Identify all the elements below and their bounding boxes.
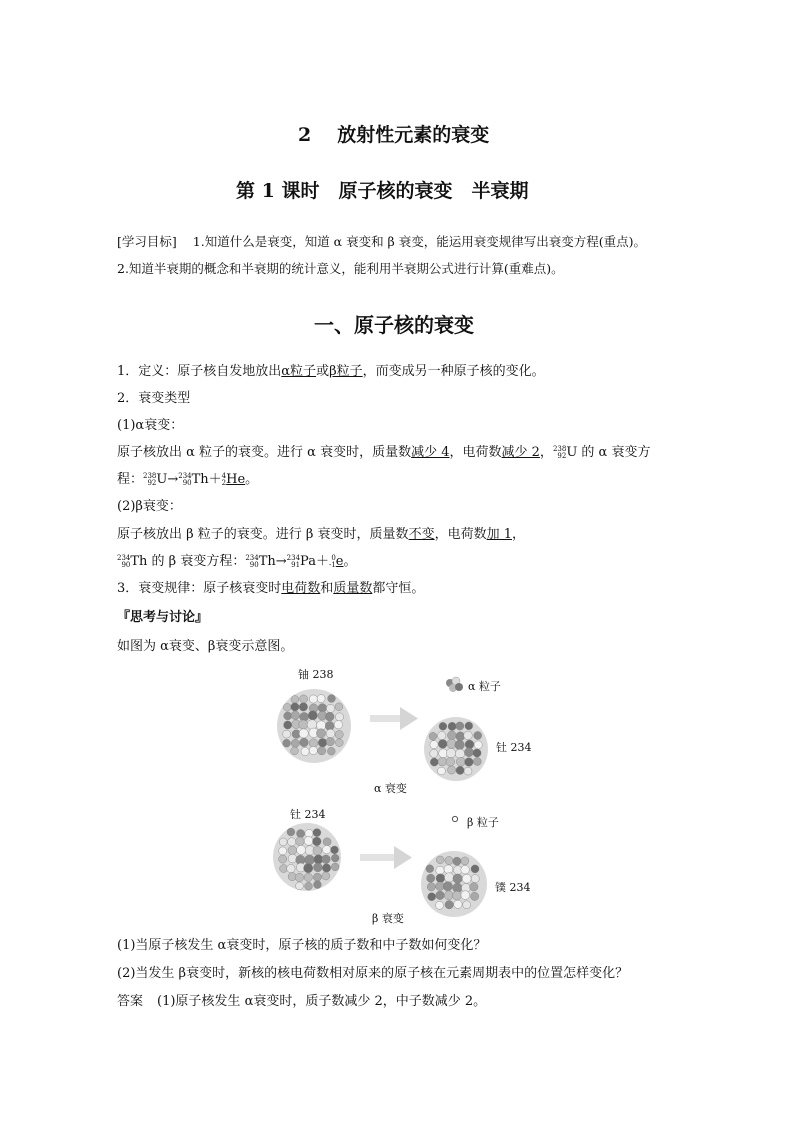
nucleon	[322, 872, 330, 880]
nucleon	[473, 758, 481, 766]
eq-th-symbol: Th＋	[191, 472, 222, 487]
beta-th-atomic-a: 90	[121, 560, 131, 569]
nucleon	[313, 873, 321, 881]
nucleon	[291, 696, 299, 704]
beta-particle-icon	[452, 816, 457, 821]
nucleon	[474, 732, 482, 740]
beta-mass-answer: 不变	[408, 527, 435, 542]
nucleon	[318, 704, 327, 713]
nucleon	[474, 741, 482, 749]
nucleon	[456, 757, 465, 766]
nucleon	[455, 740, 465, 750]
beta-eq-end: 。	[343, 554, 357, 569]
rule-mass-answer: 质量数	[333, 581, 373, 596]
nucleon	[335, 703, 343, 711]
nucleon	[323, 838, 331, 846]
nucleon	[436, 901, 444, 909]
nucleon	[335, 713, 343, 721]
fig1-parent-label: 铀 238	[298, 668, 334, 681]
beta-th-atomic-b: 90	[249, 560, 259, 569]
nucleon	[296, 882, 304, 890]
nucleon	[283, 730, 291, 738]
nucleon	[299, 720, 308, 729]
nucleon	[314, 881, 322, 889]
nucleon	[309, 695, 317, 703]
nucleon	[438, 731, 446, 739]
nucleon	[453, 874, 462, 883]
nucleon	[447, 731, 456, 740]
nucleon	[430, 758, 438, 766]
nucleon	[335, 730, 343, 738]
nucleon	[456, 732, 465, 741]
beta-equation	[117, 554, 357, 570]
nucleon	[454, 900, 462, 908]
nucleon	[318, 747, 326, 755]
nucleon	[299, 729, 308, 738]
nucleon	[463, 901, 471, 909]
answer-label: 答案	[117, 994, 144, 1009]
discussion-heading: 『思考与讨论』	[117, 610, 209, 625]
nucleon	[443, 882, 452, 891]
beta-decay-figure	[270, 804, 531, 928]
nucleon	[313, 863, 322, 872]
nucleon	[296, 837, 305, 846]
objectives-label: [学习目标]	[117, 234, 177, 249]
alpha-desc-c: ，	[539, 445, 553, 460]
alpha-desc-b: ，电荷数	[449, 445, 502, 460]
alpha-decay-figure	[270, 664, 532, 800]
nucleon	[436, 866, 444, 874]
nucleon	[464, 767, 472, 775]
nucleon	[438, 757, 447, 766]
definition-or: 或	[316, 364, 330, 379]
nucleon	[299, 703, 307, 711]
beta-th-mass-b: 234	[245, 553, 259, 562]
nucleon	[436, 891, 445, 900]
rule-a: 3．衰变规律：原子核衰变时	[117, 581, 282, 596]
nucleon	[283, 703, 291, 711]
nucleon	[444, 865, 453, 874]
nucleon	[456, 722, 464, 730]
alpha-decay-desc	[117, 445, 650, 461]
nucleon	[313, 837, 322, 846]
nucleon	[453, 857, 461, 865]
definition-suffix: ，而变成另一种原子核的变化。	[362, 364, 545, 379]
part-heading: 一、原子核的衰变	[314, 313, 474, 337]
nucleon	[291, 711, 300, 720]
electron-answer	[329, 554, 344, 569]
nucleon	[300, 695, 308, 703]
beta-charge-answer: 加 1	[486, 527, 512, 542]
beta-eq-prefix: Th 的 β 衰变方程：	[130, 554, 246, 569]
objectives-line-1	[117, 234, 646, 250]
question-1: (1)当原子核发生 α衰变时，原子核的质子数和中子数如何变化？	[117, 938, 487, 953]
objective-1: 1.知道什么是衰变，知道 α 衰变和 β 衰变，能运用衰变规律写出衰变方程(重点)。	[192, 234, 647, 249]
nucleon	[305, 855, 315, 865]
nucleon	[279, 838, 287, 846]
nucleon	[427, 874, 435, 882]
beta-th-mass-a: 234	[117, 553, 131, 562]
nucleon	[436, 874, 445, 883]
equation-prefix: 程：	[117, 472, 144, 487]
beta-pa-atomic: 91	[291, 560, 301, 569]
nucleon	[439, 722, 447, 730]
answer-1: (1)原子核发生 α衰变时，质子数减少 2，中子数减少 2。	[157, 994, 487, 1009]
nucleon	[313, 846, 322, 855]
decay-arrow	[370, 707, 418, 730]
nucleon	[326, 737, 334, 745]
eq-he-symbol: He	[226, 472, 246, 487]
nucleon	[430, 741, 438, 749]
nucleon	[317, 695, 325, 703]
nucleon	[300, 738, 309, 747]
nucleon	[438, 740, 447, 749]
nucleon	[456, 766, 464, 774]
nucleon	[445, 856, 453, 864]
u-symbol: U	[566, 445, 578, 460]
section-number: 2	[298, 124, 312, 146]
fig2-daughter-label: 镤 234	[495, 881, 531, 894]
rule-charge-answer: 电荷数	[281, 581, 321, 596]
nucleon	[427, 883, 435, 891]
nucleon	[297, 830, 305, 838]
nucleon	[448, 722, 456, 730]
rule-and: 和	[320, 581, 334, 596]
nucleon	[308, 711, 317, 720]
lesson-title: 第 1 课时 原子核的衰变 半衰期	[236, 180, 529, 202]
nucleon	[429, 732, 437, 740]
u-mass-number: 238	[552, 444, 567, 453]
alpha-equation	[117, 472, 258, 488]
nucleon	[309, 746, 317, 754]
thorium-nucleus	[424, 717, 488, 781]
nucleon	[438, 767, 446, 775]
nucleon	[473, 749, 481, 757]
nucleon	[284, 712, 292, 720]
thorium-parent-nucleus	[273, 823, 341, 891]
nucleon	[304, 864, 313, 873]
beta-eq-pa: Pa＋	[300, 554, 329, 569]
decay-rule	[117, 581, 424, 597]
nucleon	[305, 882, 313, 890]
nucleon	[453, 891, 462, 900]
definition-prefix: 1．定义：原子核自发地放出	[117, 364, 282, 379]
nucleon	[446, 748, 455, 757]
nucleon	[470, 883, 478, 891]
eq-th-atomic: 90	[182, 478, 192, 487]
nucleon	[471, 875, 479, 883]
alpha-particle-answer: α粒子	[281, 364, 317, 379]
uranium-nucleus	[277, 689, 351, 763]
nucleon	[465, 722, 473, 730]
nucleon	[304, 873, 312, 881]
nucleon	[465, 748, 474, 757]
nucleon	[326, 729, 335, 738]
fig2-parent-label: 钍 234	[290, 808, 326, 821]
nucleon	[444, 891, 453, 900]
nucleon	[279, 847, 287, 855]
nucleon	[334, 721, 342, 729]
discussion-intro: 如图为 α衰变、β衰变示意图。	[117, 639, 294, 654]
nucleon	[304, 837, 313, 846]
nucleon	[297, 845, 306, 854]
nucleon	[288, 846, 297, 855]
nucleon	[461, 857, 469, 865]
eq-u-mass: 238	[143, 471, 157, 480]
nucleon	[307, 720, 317, 730]
nucleon	[283, 739, 291, 747]
nucleon	[318, 738, 327, 747]
nucleon	[301, 747, 309, 755]
nucleon	[316, 729, 325, 738]
nucleon	[448, 766, 456, 774]
nucleon	[291, 747, 299, 755]
answer-line	[117, 994, 486, 1010]
nucleon	[288, 873, 296, 881]
nucleon	[313, 829, 321, 837]
alpha-charge-answer: 减少 2	[501, 445, 540, 460]
nucleon	[288, 838, 296, 846]
nucleon	[327, 747, 335, 755]
nucleon	[446, 757, 455, 766]
nucleon	[331, 854, 339, 862]
eq-th-mass: 234	[178, 471, 192, 480]
beta-pa-mass: 234	[286, 553, 301, 562]
nucleon	[287, 864, 295, 872]
decay-types-label: 2．衰变类型	[117, 391, 191, 406]
uranium-nuclide	[553, 445, 577, 460]
alpha-particle-icon	[446, 677, 463, 692]
beta-desc-a: 原子核放出 β 粒子的衰变。进行 β 衰变时，质量数	[117, 527, 409, 542]
beta-particle-answer: β粒子	[329, 364, 363, 379]
nucleon	[322, 855, 331, 864]
nucleon	[335, 739, 343, 747]
section-name: 放射性元素的衰变	[337, 124, 490, 146]
beta-e-symbol: e	[335, 554, 344, 569]
beta-decay-desc	[117, 527, 525, 543]
eq-u-arrow: U→	[156, 472, 179, 487]
nucleon	[291, 703, 299, 711]
protactinium-nucleus	[421, 851, 487, 917]
nucleon	[444, 873, 453, 882]
nucleon	[325, 712, 334, 721]
eq-he-mass: 4	[221, 471, 227, 480]
nucleon	[322, 864, 330, 872]
definition-line	[117, 364, 545, 380]
alpha-desc-a: 原子核放出 α 粒子的衰变。进行 α 衰变时，质量数	[117, 445, 412, 460]
nucleon	[284, 721, 292, 729]
eq-he-atomic: 2	[221, 478, 227, 487]
nucleon	[461, 891, 470, 900]
nucleon	[280, 865, 288, 873]
alpha-desc-d: 的 α 衰变方	[577, 445, 651, 460]
nucleon	[331, 863, 339, 871]
nucleon	[465, 740, 474, 749]
objectives-line-2: 2.知道半衰期的概念和半衰期的统计意义，能利用半衰期公式进行计算(重难点)。	[117, 261, 564, 276]
nucleon	[279, 855, 287, 863]
beta-e-mass: 0	[331, 553, 336, 562]
eq-end: 。	[245, 472, 259, 487]
nucleon	[328, 695, 336, 703]
alpha-decay-label: (1)α衰变：	[117, 418, 184, 433]
section-title	[298, 124, 489, 146]
nucleon	[465, 758, 474, 767]
nucleon	[287, 828, 295, 836]
fig1-particle-label: α 粒子	[468, 680, 501, 693]
beta-eq-th: Th→	[258, 554, 287, 569]
nucleon	[445, 901, 453, 909]
nucleon	[430, 749, 438, 757]
question-2: (2)当发生 β衰变时，新核的核电荷数相对原来的原子核在元素周期表中的位置怎样变化？	[117, 966, 629, 981]
rule-b: 都守恒。	[372, 581, 425, 596]
nucleon	[426, 865, 434, 873]
fig1-daughter-label: 钍 234	[496, 741, 532, 754]
nucleon	[471, 865, 479, 873]
beta-desc-b: ，电荷数	[434, 527, 487, 542]
helium-answer	[222, 472, 246, 487]
nucleon	[331, 846, 339, 854]
u-atomic-number: 92	[557, 451, 567, 460]
nucleon	[323, 845, 331, 853]
nucleon	[464, 731, 473, 740]
decay-arrow-2	[360, 846, 412, 869]
fig2-caption: β 衰变	[372, 912, 404, 925]
fig1-caption: α 衰变	[374, 782, 407, 795]
nucleon	[428, 893, 436, 901]
nucleon	[288, 854, 297, 863]
beta-desc-c: ，	[512, 527, 526, 542]
nucleon	[471, 892, 479, 900]
nucleon	[462, 874, 471, 883]
beta-e-charge: -1	[328, 560, 336, 569]
alpha-mass-answer: 减少 4	[411, 445, 450, 460]
nucleon	[291, 739, 299, 747]
nucleon	[326, 704, 334, 712]
fig2-particle-label: β 粒子	[467, 816, 499, 829]
nucleon	[461, 865, 470, 874]
nucleon	[436, 856, 444, 864]
eq-u-atomic: 92	[147, 478, 157, 487]
nucleon	[295, 873, 303, 881]
beta-decay-label: (2)β衰变：	[117, 499, 182, 514]
